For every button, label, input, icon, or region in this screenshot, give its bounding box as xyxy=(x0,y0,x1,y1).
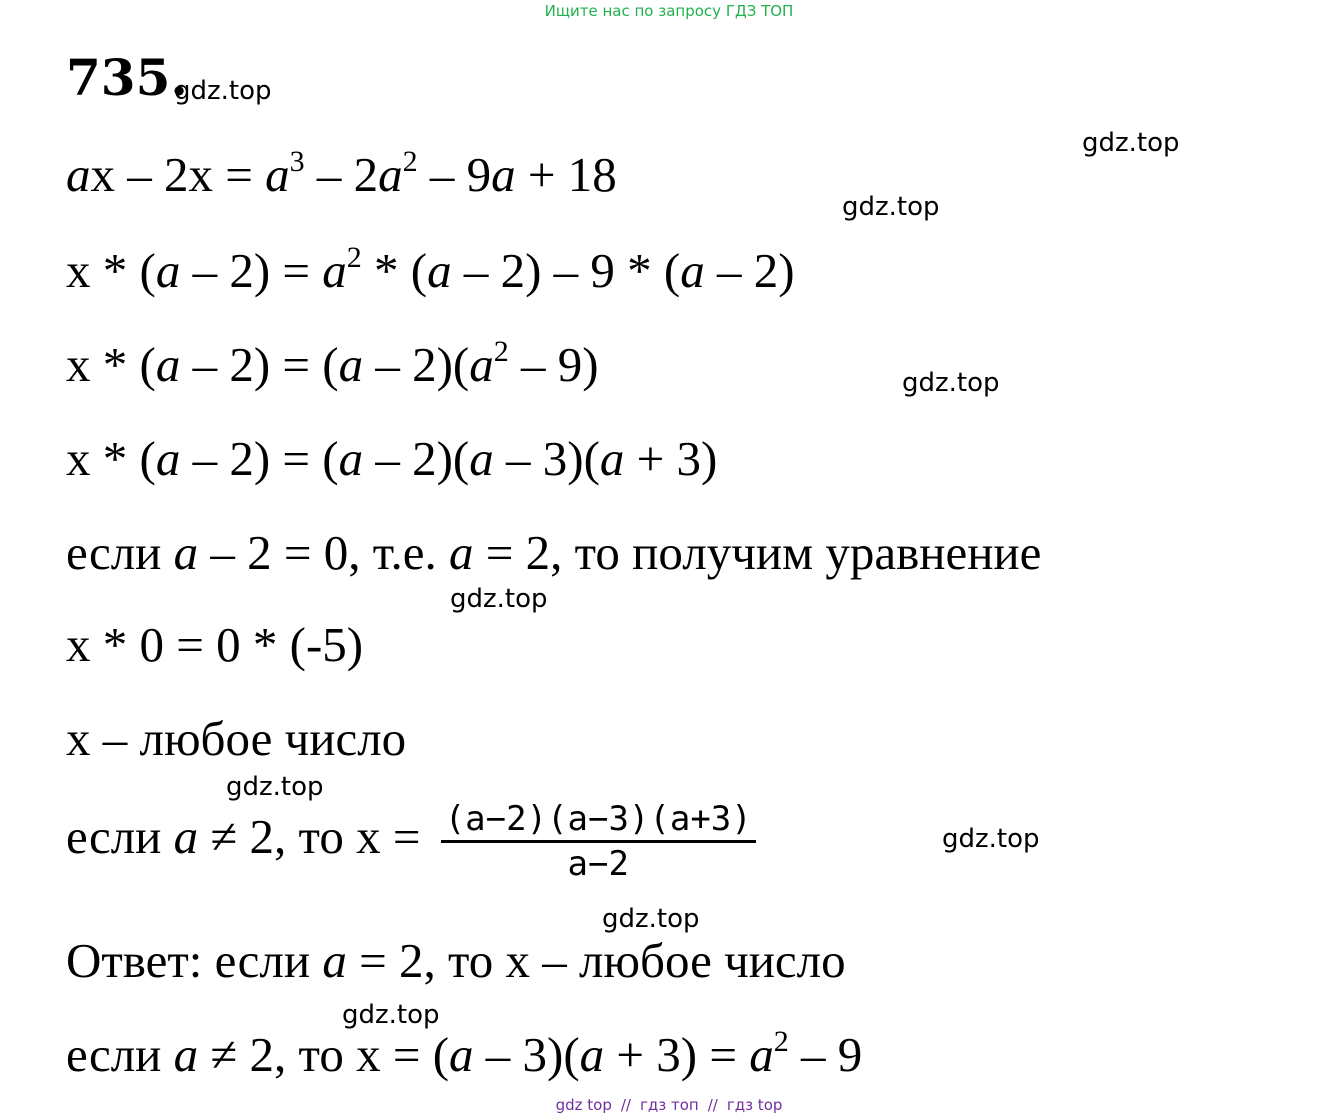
fraction-denominator: a−2 xyxy=(567,844,629,884)
equation-line-4: x * (a – 2) = (a – 2)(a – 3)(a + 3) xyxy=(66,431,718,486)
answer-line-2: если a ≠ 2, то $x = (a - 3)(a + 3) = a^2 - 9$ xyxy=(66,1025,863,1082)
watermark: gdz.top xyxy=(902,368,1000,398)
fraction xyxy=(441,799,756,884)
footer-link[interactable]: гдз top xyxy=(726,1096,783,1114)
condition-line: если a – 2 = 0, т.е. a = 2, то получим уравнение xyxy=(66,525,1042,580)
watermark: gdz.top xyxy=(1082,128,1180,158)
watermark: gdz.top xyxy=(174,76,272,106)
watermark: gdz.top xyxy=(450,584,548,614)
footer-link[interactable]: гдз топ xyxy=(639,1096,699,1114)
answer-line: Ответ: если a = 2, то x – любое число xyxy=(66,933,846,988)
search-hint-banner: Ищите нас по запросу ГДЗ ТОП xyxy=(544,2,794,20)
footer-separator: // xyxy=(707,1096,718,1114)
equation-line-3: $x * (a - 2) = (a - 2)(a^2 - 9)$ xyxy=(66,335,599,392)
text-line-7: x – любое число xyxy=(66,711,407,766)
watermark: gdz.top xyxy=(842,192,940,222)
equation-line-1: ax – $2x = a^3 - 2a^2 - 9a + 18$ xyxy=(66,145,617,202)
watermark: gdz.top xyxy=(942,824,1040,854)
watermark: gdz.top xyxy=(342,1000,440,1030)
fraction-line: если a ≠ 2, то x = $\frac{(a-2)(a-3)(a+3)}{a-2}$ xyxy=(66,802,756,881)
footer-links xyxy=(0,1096,1338,1114)
footer-separator: // xyxy=(620,1096,631,1114)
watermark: gdz.top xyxy=(226,772,324,802)
footer-link[interactable]: gdz top xyxy=(555,1096,612,1114)
equation-line-6: x * 0 = 0 * (-5) xyxy=(66,617,364,672)
problem-number: 735. xyxy=(66,48,188,107)
equation-line-2: $x * (a - 2) = a^2 * (a - 2) - 9 * (a - 2)$ xyxy=(66,241,795,298)
watermark: gdz.top xyxy=(602,904,700,934)
fraction-numerator: (a−2)(a−3)(a+3) xyxy=(441,802,756,843)
